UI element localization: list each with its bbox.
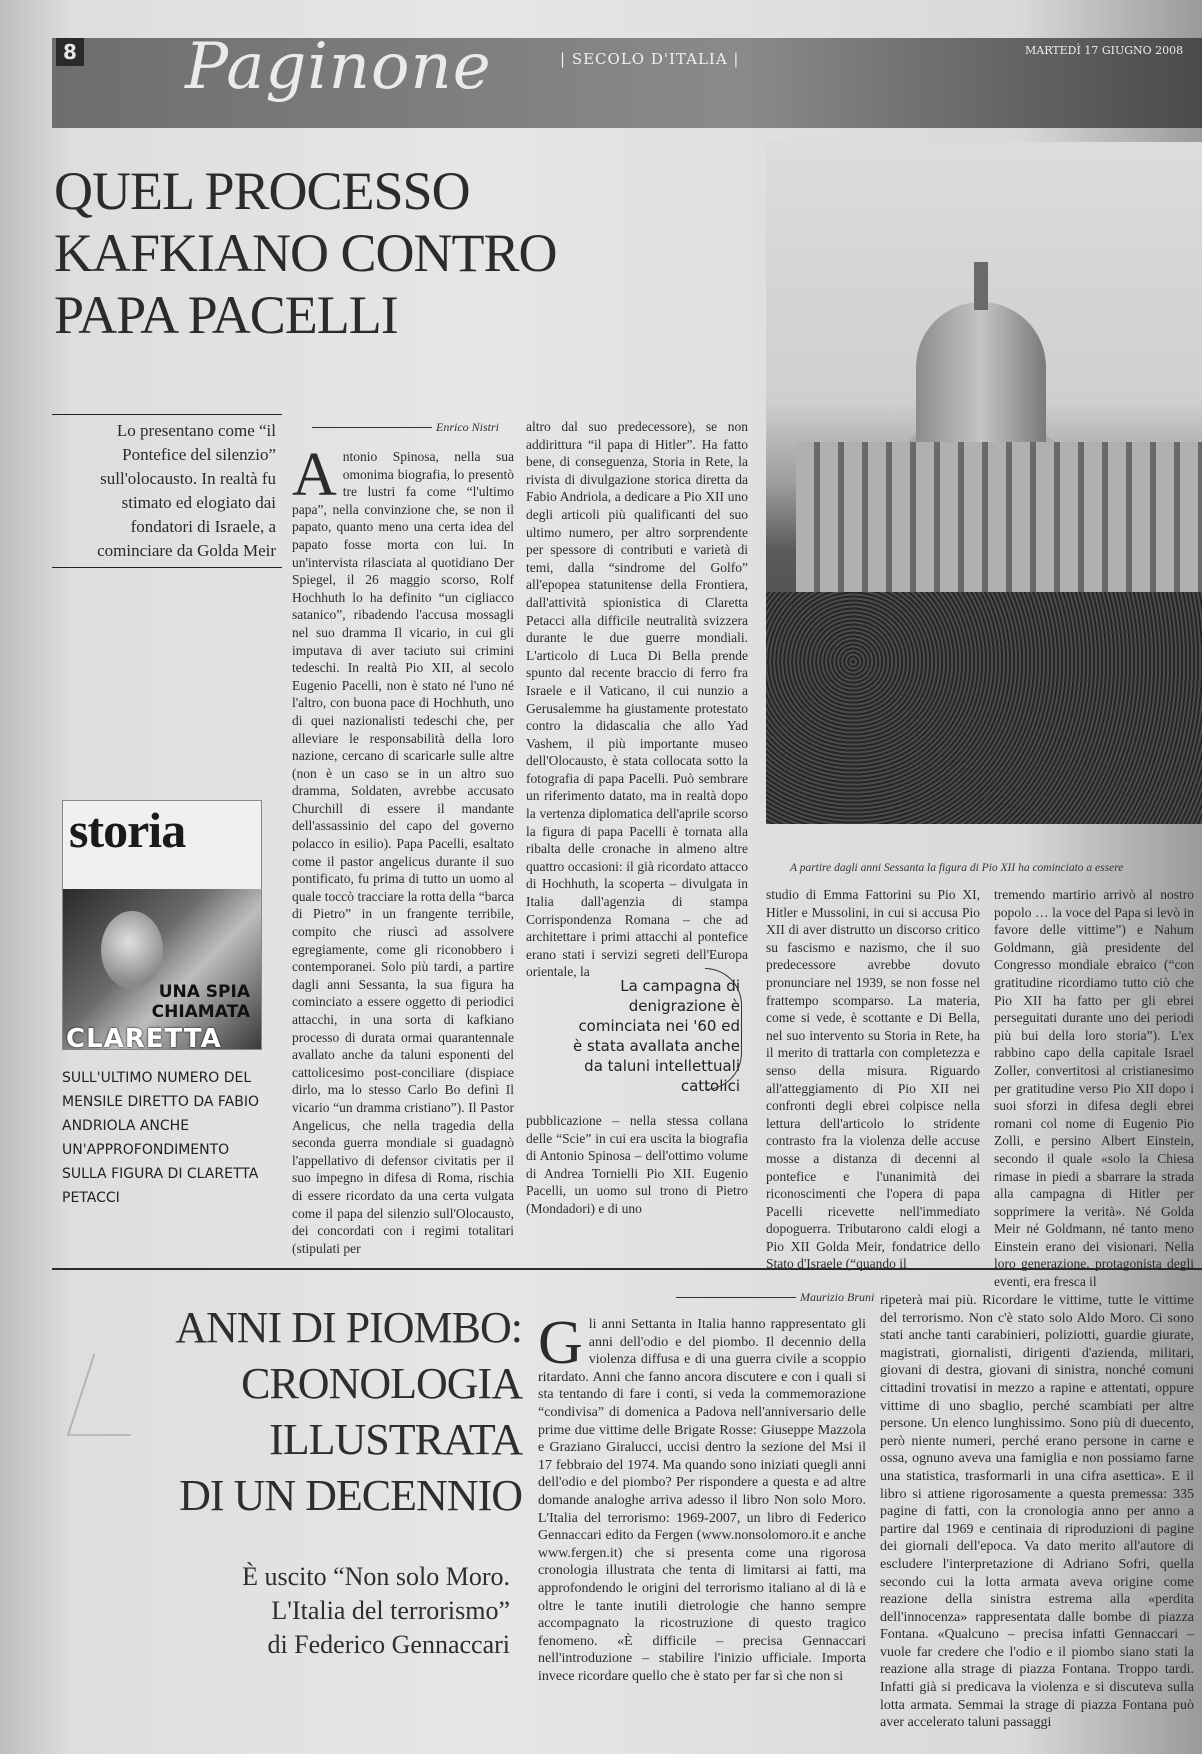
lantern-shape bbox=[974, 262, 988, 310]
crowd-shape bbox=[766, 592, 1202, 824]
headline-line: ILLUSTRATA bbox=[269, 1415, 522, 1464]
dropcap: G bbox=[538, 1309, 583, 1377]
magazine-blurb: SULL'ULTIMO NUMERO DEL MENSILE DIRETTO DA FABIO ANDRIOLA ANCHE UN'APPROFONDIMENTO SULLA FIGURA DI CLARETTA PETACCI bbox=[62, 1070, 259, 1206]
headline-line: DI UN DECENNIO bbox=[179, 1471, 522, 1520]
pull-quote-bracket bbox=[705, 968, 742, 1090]
issue-date: MARTEDÌ 17 GIUGNO 2008 bbox=[1025, 44, 1184, 57]
cover-headline bbox=[92, 982, 250, 1022]
headline-line: CRONOLOGIA bbox=[241, 1359, 522, 1408]
facade-shape bbox=[796, 442, 1202, 592]
standfirst: Lo presentano come “il Pontefice del silenzio” sull'olocausto. In realtà fu stimato ed elogiato dai fondatori di Israele, a cominciare da Golda Meir bbox=[52, 414, 282, 568]
photo-caption: A partire dagli anni Sessanta la figura di Pio XII ha cominciato a essere bbox=[790, 862, 1124, 874]
column-text: li anni Settanta in Italia hanno rappresentato gli anni dell'odio e del piombo. Il decennio della violenza diffusa e di una guerra civile a scoppio ritardato. Anni che fanno ancora discutere e con i quali si sta tentando di fare i conti, si veda la commemorazione “condivisa” di domenica a Padova nell'anniversario delle prime due vittime delle Brigate Rosse: Giuseppe Mazzola e Graziano Giralucci, uccisi dentro la sezione del Msi il 17 febbraio del 1974. Ma quando sono iniziati quegli anni dell'odio e del piombo? Per rispondere a questa e ad altre domande analoghe arriva adesso il libro Non solo Moro. L'Italia del terrorismo: 1969-2007, un libro di Federico Gennaccari edito da Fergen (www.nonsolomoro.it e anche www.fergen.it) che si presenta come una rigorosa cronologia illustrata che tenta di limitarsi ai fatti, ma approfondendo le origini del terrorismo italiano al di là e oltre le tante inutili dietrologie che hanno sempre accompagnato la ricostruzione di questo tragico fenomeno. «È difficile – precisa Gennaccari nell'introduzione – stabilire l'inizio ufficiale. Importa invece ricordare quello che è stato per far sì che non si bbox=[538, 1317, 866, 1684]
section-divider bbox=[52, 1268, 1202, 1270]
article-column-1 bbox=[292, 441, 514, 1256]
deck-line: L'Italia del terrorismo” bbox=[271, 1596, 510, 1625]
dropcap: A bbox=[292, 441, 337, 509]
masthead: | SECOLO D'ITALIA | bbox=[560, 50, 740, 68]
cover-line: UNA SPIA bbox=[158, 982, 250, 1002]
deck-line: È uscito “Non solo Moro. bbox=[242, 1562, 510, 1591]
page-number: 8 bbox=[56, 38, 84, 66]
article-column-2b: pubblicazione – nella stessa collana delle “Scie” in cui era uscita la biografia di Antonio Spinosa – dell'ottimo volume di Andrea Tornielli Pio XII. Eugenio Pacelli, un uomo sul trono di Pietro (Mondadori) e di uno bbox=[526, 1113, 748, 1216]
cover-name: CLARETTA bbox=[66, 1024, 222, 1054]
st-peters-square-photo bbox=[766, 142, 1202, 824]
headline-line: KAFKIANO CONTRO bbox=[54, 223, 557, 283]
section-title: Paginone bbox=[185, 30, 492, 104]
deck-line: di Federico Gennaccari bbox=[267, 1630, 510, 1659]
article-column-3: studio di Emma Fattorini su Pio XI, Hitler e Mussolini, in cui si accusa Pio XII di aver distrutto un discorso critico su fascismo e nazismo, che il suo predecessore avrebbe dovuto pronunciare nel 1939, se non fosse nel frattempo scomparso. La materia, come si vede, è scottante e Di Bella, nel suo intervento su Storia in Rete, ha il merito di trattarla con completezza e senso della misura. Riguardo all'atteggiamento di Pio XII nei confronti degli ebrei colpisce nella lettura dell'articolo lo stridente contrasto fra la violenza delle accuse mosse a distanza di decenni al pontefice e l'unanimità dei riconoscimenti che l'opera di papa Pacelli ricevette nell'immediato dopoguerra. Tributarono caldi elogi a Pio XII Golda Meir, fondatrice dello Stato d'Israele (“quando il bbox=[766, 887, 980, 1272]
article2-column-1 bbox=[538, 1309, 866, 1754]
cover-portrait bbox=[101, 911, 163, 989]
byline: Maurizio Bruni bbox=[800, 1290, 875, 1304]
cover-line: CHIAMATA bbox=[151, 1002, 250, 1022]
article2-column-2: ripeterà mai più. Ricordare le vittime, tutte le vittime del terrorismo. Non c'è stato solo Aldo Moro. Ci sono stati anche tanti carabinieri, poliziotti, guardie giurate, magistrati, giornalisti, dirigenti d'azienda, militari, giovani di destra, giovani di sinistra, nonché comuni cittadini trovatisi in mezzo a rapine e attentati, oppure vittime di uno sbaglio, perché scambiati per altre persone. Un elenco lunghissimo. Sono più di duecento, però niente numeri, perché erano persone in carne e ossa, ognuno aveva una famiglia e non possiamo farne una statistica, trasformarli in una cifra asettica». E il libro si attiene rigorosamente a questa premessa: 335 pagine di fatti, con la cronologia anno per anno a partire dal 1969 e centinaia di riproduzioni di pagine dei giornali dell'epoca. Va dato merito all'autore di escludere l'interpretazione di Adriano Sofri, quella secondo cui la lotta armata aveva origine come reazione della sinistra estrema alla «perdita dell'innocenza» rappresentata dalle bombe di piazza Fontana. «Qualcuno – precisa infatti Gennaccari – vuole far credere che l'odio e il piombo siano stati la reazione alla strage di piazza Fontana. Troppo tardi. Infatti già si predicava la violenza e si discuteva sulla lotta armata. Semmai la strage di piazza Fontana può aver accelerato taluni passaggi bbox=[880, 1293, 1194, 1731]
column-text: ntonio Spinosa, nella sua omonima biografia, lo presentò tre lustri fa come “l'ultimo papa”, nella convinzione che, se non il papato, quanto meno una certa idea del papato fosse morta con lui. In un'intervista rilasciata al quotidiano Der Spiegel, il 26 maggio scorso, Rolf Hochhuth lo ha definito “un cigliacco satanico”, ribadendo l'accusa mossagli nel suo dramma Il vicario, in cui gli imputava di aver taciuto sui crimini tedeschi. In realtà Pio XII, al secolo Eugenio Pacelli, non è stato né l'uno né l'altro, con buona pace di Hochhuth, uno di quei nazionalisti tedeschi che, per alleviare le responsabilità della loro nazione, cercano di scaricarle sulle altre (non è un caso se in un altro suo dramma, Soldaten, avrebbe accusato Churchill di essere il mandante dell'assassinio del capo del governo polacco in esilio). Papa Pacelli, esaltato come il pastor angelicus durante il suo pontificato, fu prima di tutto un uomo al quale toccò tracciare la rotta della “barca di Pietro” in un frangente terribile, compito che riuscì ad assolvere egregiamente, come gli riconobbero i contemporanei. Solo più tardi, a partire dagli anni Sessanta, la sua figura ha cominciato a essere oggetto di periodici attacchi, in una sorta di kafkiano processo di durata ormai quarantennale avallato anche da taluni esponenti del cattolicesimo post-conciliare (dispiace dirlo, ma lo stesso Carlo Bo definì Il vicario “un dramma cristiano”). Il Pastor Angelicus, che nella tragedia della seconda guerra mondiale si guadagnò l'appellativo di defensor civitatis per il suo impegno in difesa di Roma, rischia di essere ricordato da una certa vulgata come il papa del silenzio sull'Olocausto, dei concordati con i regimi totalitari (stipulati per bbox=[292, 449, 514, 1256]
magazine-title: storia bbox=[69, 802, 186, 858]
article2-deck bbox=[52, 1560, 510, 1662]
pull-quote: La campagna di denigrazione è cominciata nei '60 ed è stata avallata anche da taluni intellettuali cattolici bbox=[572, 977, 740, 1095]
headline-line: QUEL PROCESSO bbox=[54, 161, 470, 221]
byline: Enrico Nistri bbox=[436, 420, 500, 434]
headline-line: PAPA PACELLI bbox=[54, 285, 398, 345]
headline-line: ANNI DI PIOMBO: bbox=[175, 1303, 522, 1352]
article-headline bbox=[54, 160, 774, 346]
article-column-2: altro dal suo predecessore), se non addirittura “il papa di Hitler”. Ha fatto bene, di conseguenza, Storia in Rete, la rivista di divulgazione storica diretta da Fabio Andriola, a dedicare a Pio XII uno degli articoli più qualificanti del suo ultimo numero, per altro sorprendente per spessore di contributi e varietà di temi, dalla “sindrome del Golfo” all'epopea statunitense della Frontiera, dall'attività spionistica di Claretta Petacci alla difficile neutralità svizzera durante le due guerre mondiali. L'articolo di Luca Di Bella prende spunto dal recente braccio di ferro fra Israele e il Vaticano, il cui nunzio a Gerusalemme ha giustamente protestato contro la didascalia che allo Yad Vashem, il più importante museo dell'Olocausto, è stata collocata sotto la fotografia di papa Pacelli. Può sembrare un riferimento datato, ma in realtà dopo la vertenza diplomatica dell'aprile scorso la figura di papa Pacelli è tornata alla ribalta delle cronache in almeno altre quattro occasioni: il già ricordato attacco di Hochhuth, la scoperta – divulgata in Italia dall'agenzia di stampa Corrispondenza Romana – che ad architettare i primi attacchi al pontefice erano stati i servizi segreti dell'Europa orientale, la bbox=[526, 419, 748, 980]
dome-shape bbox=[916, 302, 1046, 462]
article-column-4: tremendo martirio arrivò al nostro popolo … la voce del Papa si levò in favore delle vittime”) e Nahum Goldmann, già presidente del Congresso mondiale ebraico (“con gratitudine ricordiamo tutto ciò che Pio XII ha fatto per gli ebrei perseguitati durante uno dei periodi più bui della loro storia”). L'ex rabbino capo della capitale Israel Zoller, convertitosi al cristianesimo per gratitudine verso Pio XII dopo i suoi sforzi in difesa degli ebrei romani col nome di Eugenio Pio Zolli, e persino Albert Einstein, secondo il quale «solo la Chiesa rimase in piedi a sbarrare la strada alla campagna di Hitler per sopprimere la verità». Né Golda Meir né Goldmann, né tanto meno Einstein erano dei visionari. Nella loro generazione, protagonista degli eventi, era fresca il bbox=[994, 887, 1194, 1290]
